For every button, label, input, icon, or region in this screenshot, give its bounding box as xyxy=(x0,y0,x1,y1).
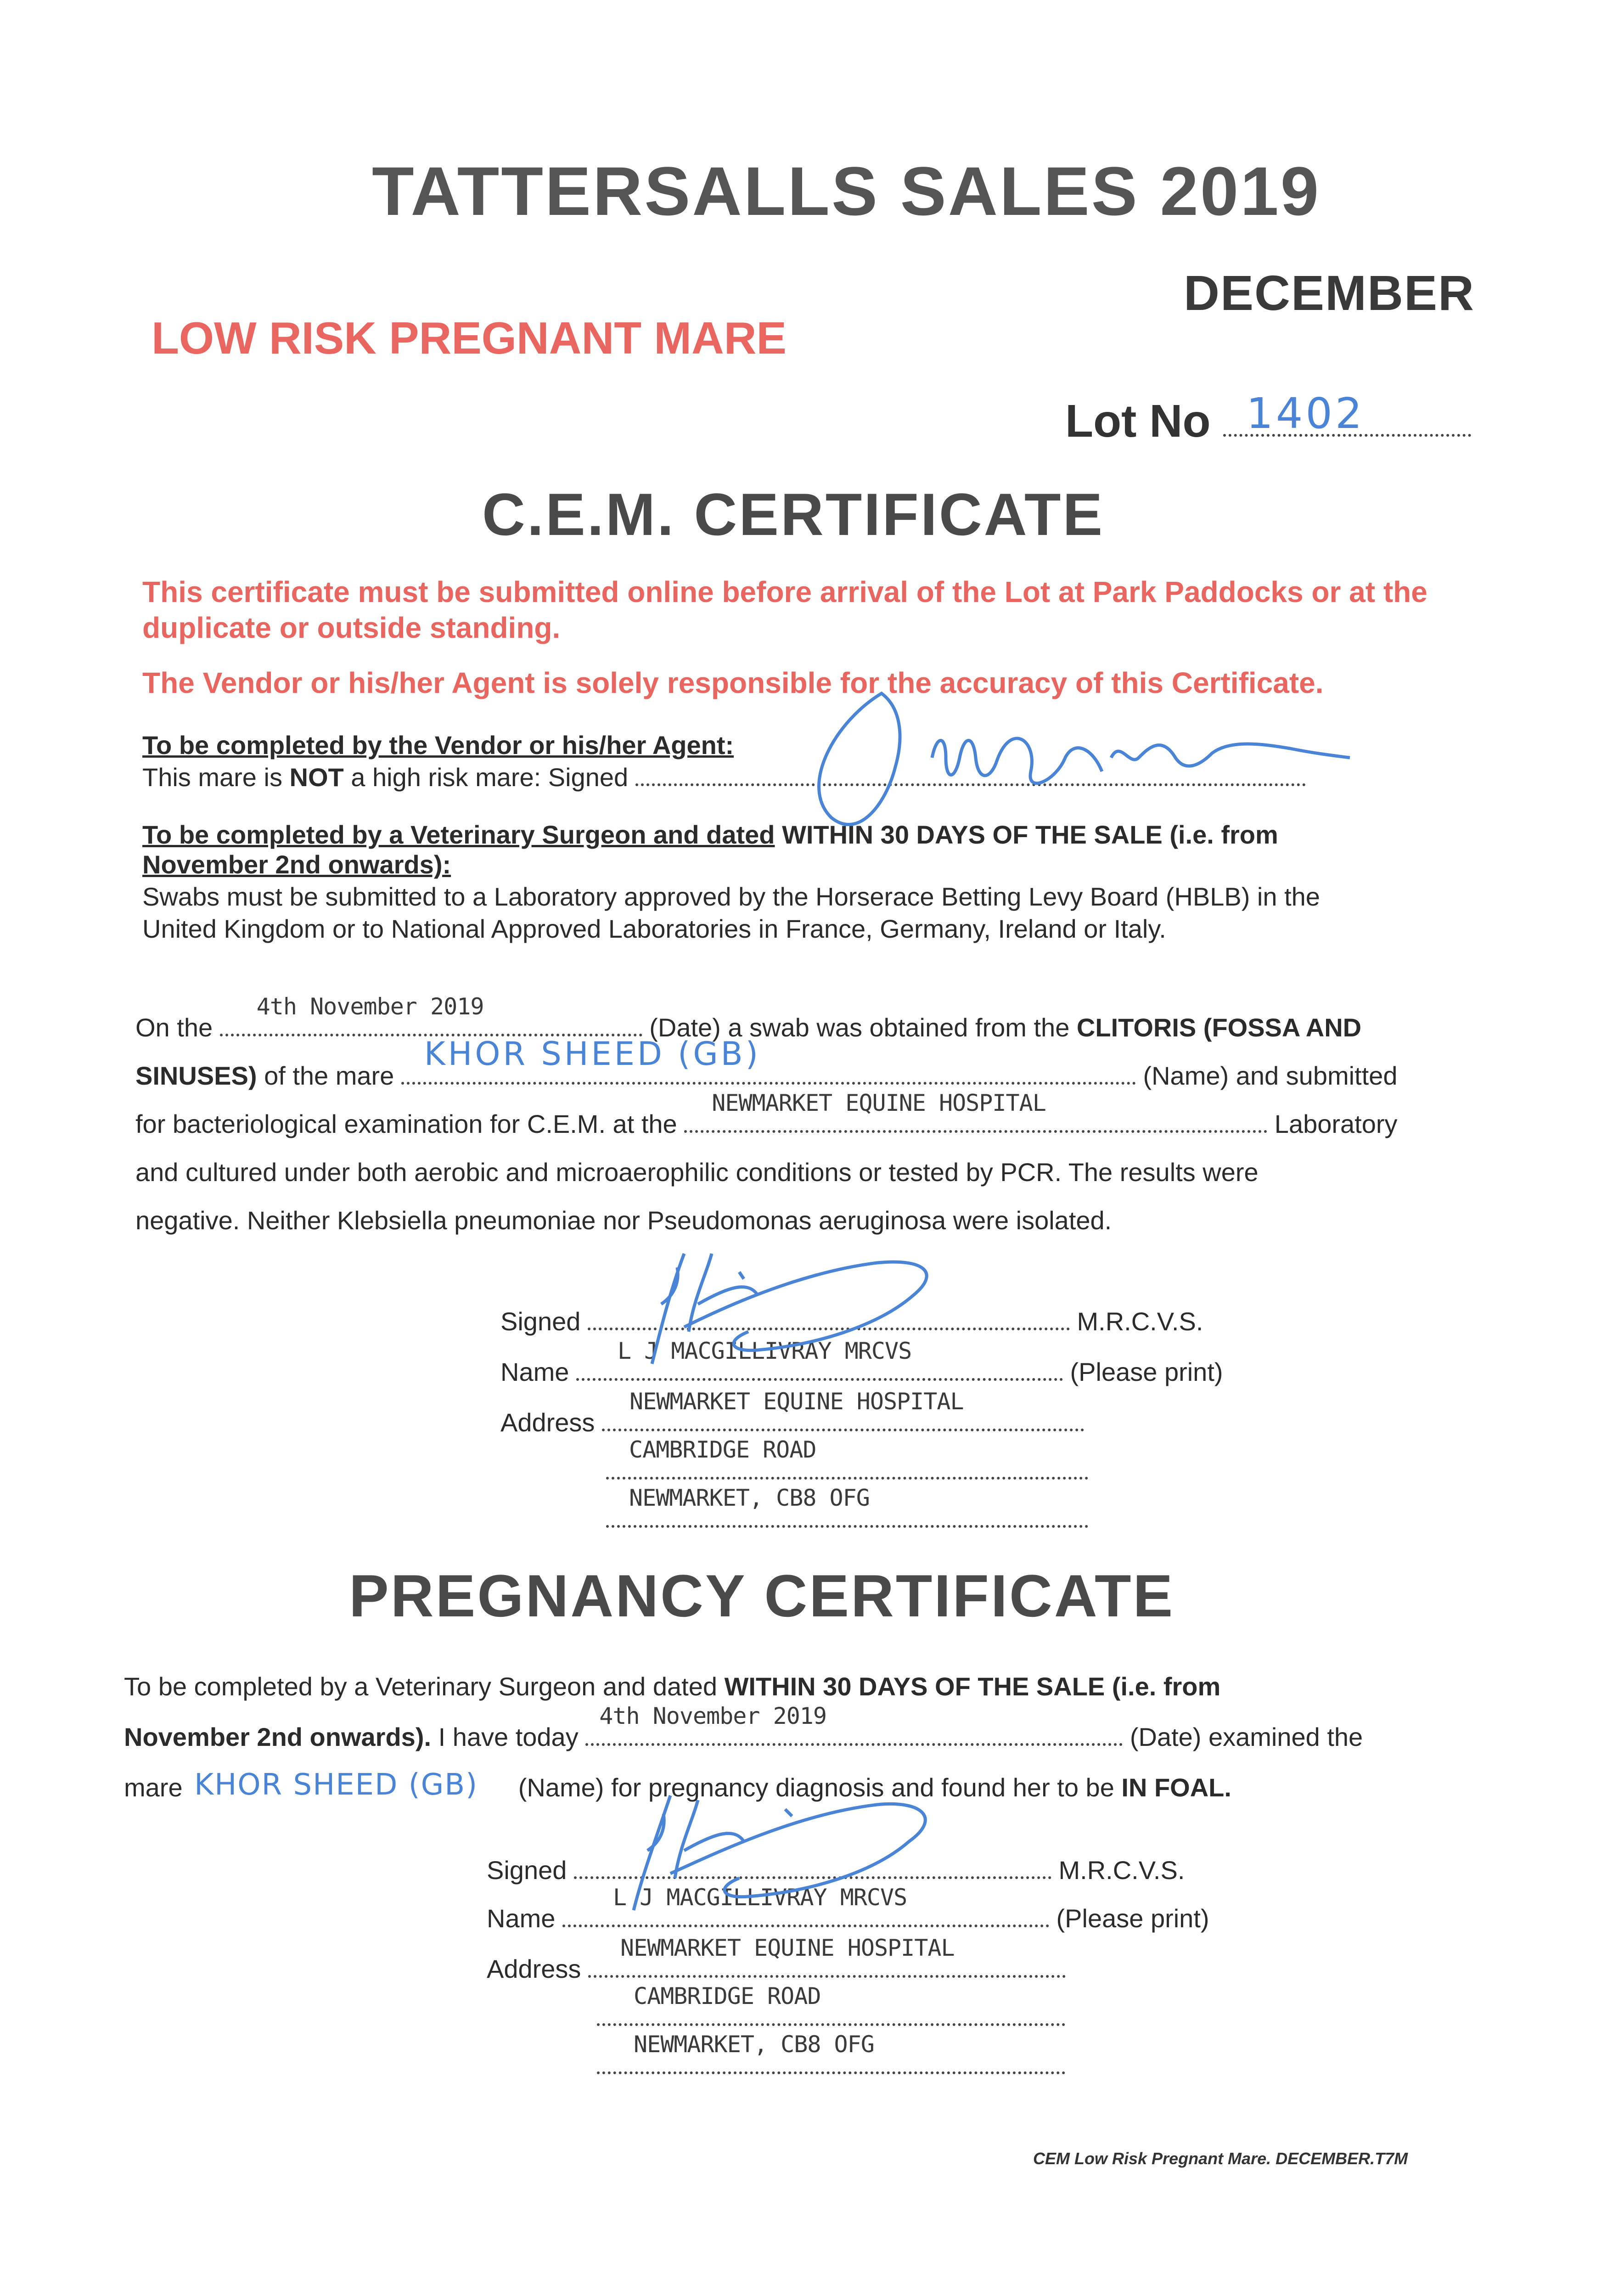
pregnancy-vet-signature xyxy=(583,1759,996,1924)
pregnancy-address-2: CAMBRIDGE ROAD xyxy=(634,1983,821,2009)
pregnancy-signed-line: Signed M.R.C.V.S. xyxy=(487,1856,1185,1885)
swab-instructions-1: Swabs must be submitted to a Laboratory approved by the Horserace Betting Levy Board (HBLB) in the xyxy=(142,882,1320,911)
cem-address-line-3 xyxy=(606,1485,1088,1534)
risk-category: LOW RISK PREGNANT MARE xyxy=(152,313,787,363)
pregnancy-line-1: To be completed by a Veterinary Surgeon and dated WITHIN 30 DAYS OF THE SALE (i.e. from xyxy=(124,1672,1221,1701)
vendor-heading: To be completed by the Vendor or his/her Agent: xyxy=(142,731,734,760)
pregnancy-address-line-2 xyxy=(597,1983,1065,2032)
pregnancy-name-line: Name L J MACGILLIVRAY MRCVS (Please print) xyxy=(487,1884,1209,1933)
cem-signed-line: Signed M.R.C.V.S. xyxy=(500,1307,1203,1336)
cem-address-line-2 xyxy=(606,1436,1088,1486)
pregnancy-line-2: November 2nd onwards). I have today 4th November 2019 (Date) examined the xyxy=(124,1703,1363,1751)
pregnancy-title: PREGNANCY CERTIFICATE xyxy=(349,1562,1175,1629)
pregnancy-address-line: Address NEWMARKET EQUINE HOSPITAL xyxy=(487,1954,1066,1984)
pregnancy-address-3: NEWMARKET, CB8 OFG xyxy=(634,2031,874,2058)
cem-address-3: NEWMARKET, CB8 OFG xyxy=(629,1485,870,1511)
cem-vet-signature xyxy=(592,1212,1006,1378)
cem-title: C.E.M. CERTIFICATE xyxy=(482,481,1105,548)
lot-number: 1402 xyxy=(1246,389,1365,438)
culture-text: and cultured under both aerobic and microaerophilic conditions or tested by PCR. The results were xyxy=(135,1158,1259,1187)
sale-month: DECEMBER xyxy=(1184,265,1475,321)
mare-name-pregnancy: KHOR SHEED (GB) xyxy=(194,1768,478,1802)
laboratory-name: NEWMARKET EQUINE HOSPITAL xyxy=(712,1090,1046,1116)
lot-label: Lot No xyxy=(1065,395,1211,447)
cem-name-line: Name L J MACGILLIVRAY MRCVS (Please print) xyxy=(500,1338,1223,1386)
form-code: CEM Low Risk Pregnant Mare. DECEMBER.T7M xyxy=(1033,2149,1408,2168)
pregnancy-vet-name: L J MACGILLIVRAY MRCVS xyxy=(613,1884,907,1911)
pregnancy-date: 4th November 2019 xyxy=(599,1703,827,1729)
negative-text: negative. Neither Klebsiella pneumoniae nor Pseudomonas aeruginosa were isolated. xyxy=(135,1206,1112,1235)
sale-title: TATTERSALLS SALES 2019 xyxy=(372,152,1321,230)
cem-address-line: Address NEWMARKET EQUINE HOSPITAL xyxy=(500,1407,1084,1437)
vet-heading: To be completed by a Veterinary Surgeon and dated WITHIN 30 DAYS OF THE SALE (i.e. from xyxy=(142,820,1278,849)
pregnancy-line-3: mare KHOR SHEED (GB) (Name) for pregnancy diagnosis and found her to be IN FOAL. xyxy=(124,1768,1231,1802)
vendor-signature xyxy=(781,666,1423,850)
pregnancy-address-line-3 xyxy=(597,2031,1065,2080)
cem-vet-name: L J MACGILLIVRAY MRCVS xyxy=(617,1338,912,1364)
mare-name-cem: KHOR SHEED (GB) xyxy=(424,1035,761,1073)
submission-notice: This certificate must be submitted online before arrival of the Lot at Park Paddocks or at the duplicate or outside standing. xyxy=(142,575,1427,644)
laboratory-line: for bacteriological examination for C.E.M. at the NEWMARKET EQUINE HOSPITAL Laboratory xyxy=(135,1090,1398,1138)
vet-heading-cont: November 2nd onwards): xyxy=(142,850,451,879)
swab-date-line: On the 4th November 2019 (Date) a swab was obtained from the CLITORIS (FOSSA AND xyxy=(135,993,1362,1042)
lot-number-field xyxy=(1065,389,1471,448)
mare-name-line: SINUSES) of the mare KHOR SHEED (GB) (Name) and submitted xyxy=(135,1035,1398,1090)
cem-address-2: CAMBRIDGE ROAD xyxy=(629,1436,816,1463)
swab-date: 4th November 2019 xyxy=(256,993,484,1020)
responsibility-notice: The Vendor or his/her Agent is solely responsible for the accuracy of this Certificate. xyxy=(142,666,1324,699)
pregnancy-address-1: NEWMARKET EQUINE HOSPITAL xyxy=(620,1935,955,1961)
swab-instructions-2: United Kingdom or to National Approved Laboratories in France, Germany, Ireland or Italy. xyxy=(142,914,1166,943)
vendor-declaration: This mare is NOT a high risk mare: Signed xyxy=(142,762,1306,792)
cem-address-1: NEWMARKET EQUINE HOSPITAL xyxy=(629,1388,964,1415)
